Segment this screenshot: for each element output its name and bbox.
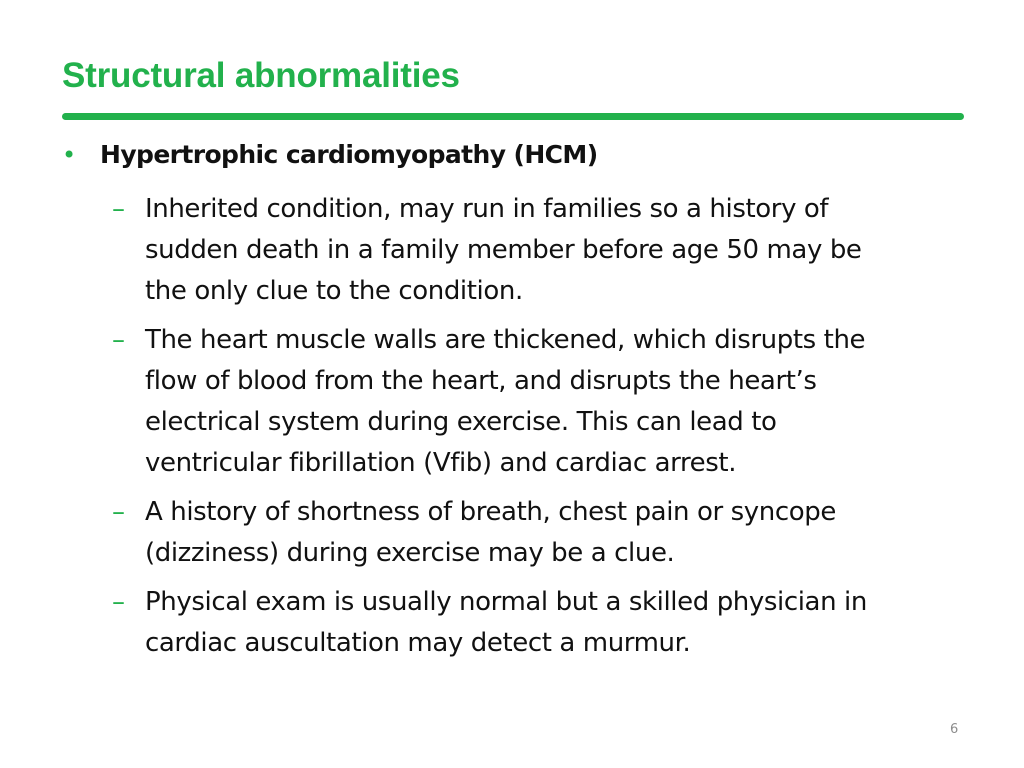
text-line: A history of shortness of breath, chest pain or syncope bbox=[145, 497, 836, 527]
sub-bullet-physical-exam bbox=[112, 582, 962, 664]
title-underline bbox=[62, 113, 964, 120]
sub-bullet-text bbox=[145, 582, 867, 664]
slide-title: Structural abnormalities bbox=[62, 56, 460, 95]
sub-bullet-heart-walls bbox=[112, 320, 962, 484]
text-line: electrical system during exercise. This can lead to bbox=[145, 407, 777, 437]
sub-bullet-text bbox=[145, 320, 865, 484]
text-line: sudden death in a family member before age 50 may be bbox=[145, 235, 862, 265]
sub-bullet-text bbox=[145, 492, 836, 574]
sub-bullet-text bbox=[145, 189, 862, 312]
page-number: 6 bbox=[950, 722, 959, 737]
text-line: cardiac auscultation may detect a murmur. bbox=[145, 628, 691, 658]
text-line: (dizziness) during exercise may be a clue. bbox=[145, 538, 675, 568]
dash-icon: – bbox=[112, 497, 125, 527]
bullet-dot-icon: • bbox=[62, 141, 77, 169]
text-line: Physical exam is usually normal but a skilled physician in bbox=[145, 587, 867, 617]
text-line: The heart muscle walls are thickened, which disrupts the bbox=[145, 325, 866, 355]
sub-bullet-list bbox=[112, 189, 962, 672]
dash-icon: – bbox=[112, 194, 125, 224]
bullet-hcm-text: Hypertrophic cardiomyopathy (HCM) bbox=[100, 140, 598, 169]
sub-bullet-shortness-of-breath bbox=[112, 492, 962, 574]
text-line: the only clue to the condition. bbox=[145, 276, 523, 306]
text-line: Inherited condition, may run in families so a history of bbox=[145, 194, 829, 224]
text-line: ventricular fibrillation (Vfib) and cardiac arrest. bbox=[145, 448, 737, 478]
text-line: flow of blood from the heart, and disrupts the heart’s bbox=[145, 366, 817, 396]
sub-bullet-inherited bbox=[112, 189, 962, 312]
bullet-hcm bbox=[62, 140, 598, 169]
dash-icon: – bbox=[112, 325, 125, 355]
dash-icon: – bbox=[112, 587, 125, 617]
